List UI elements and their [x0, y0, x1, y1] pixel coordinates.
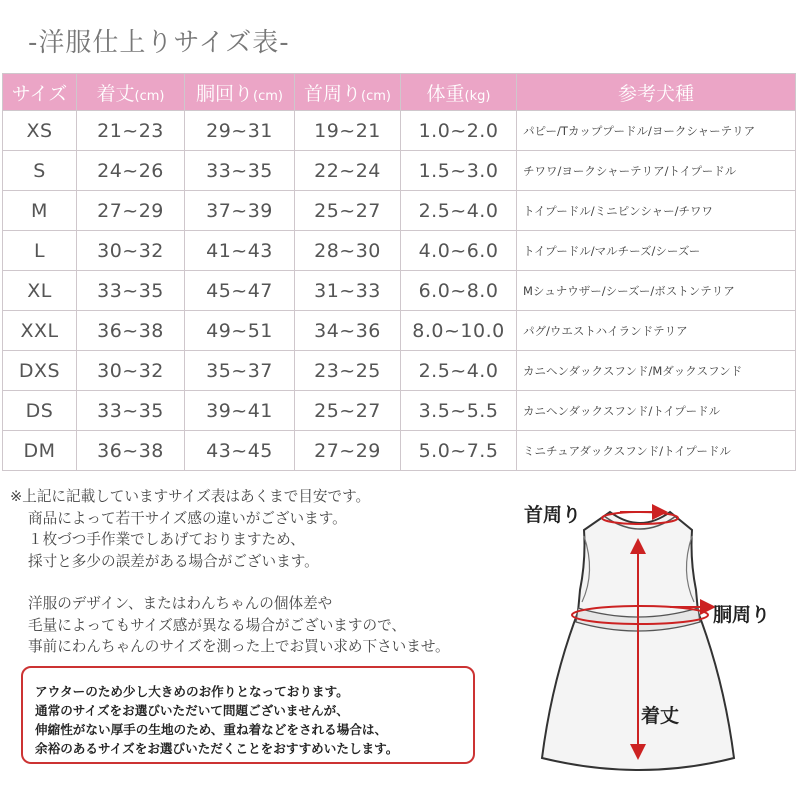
- cell-chest: 49~51: [185, 311, 295, 351]
- table-row: [3, 391, 796, 431]
- cell-breed: トイプードル/ミニピンシャー/チワワ: [517, 191, 796, 231]
- cell-breed: パグ/ウエストハイランドテリア: [517, 311, 796, 351]
- cell-neck: 28~30: [295, 231, 401, 271]
- cell-chest: 29~31: [185, 111, 295, 151]
- cell-size: M: [3, 191, 77, 231]
- cell-chest: 33~35: [185, 151, 295, 191]
- notice-line: 通常のサイズをお選びいただいて問題ございませんが、: [35, 703, 349, 718]
- cell-neck: 19~21: [295, 111, 401, 151]
- cell-weight: 1.0~2.0: [401, 111, 517, 151]
- cell-size: DM: [3, 431, 77, 471]
- cell-length: 33~35: [77, 391, 185, 431]
- note-line: １枚づつ手作業でしあげておりますため、: [28, 531, 305, 548]
- cell-weight: 8.0~10.0: [401, 311, 517, 351]
- cell-chest: 39~41: [185, 391, 295, 431]
- table-row: [3, 431, 796, 471]
- table-row: [3, 151, 796, 191]
- size-table: [2, 73, 796, 471]
- cell-size: S: [3, 151, 77, 191]
- header-chest: 胴回り(cm): [185, 74, 295, 111]
- table-row: [3, 271, 796, 311]
- cell-weight: 2.5~4.0: [401, 191, 517, 231]
- cell-length: 30~32: [77, 231, 185, 271]
- table-header-row: [3, 74, 796, 111]
- cell-neck: 31~33: [295, 271, 401, 311]
- header-neck: 首周り(cm): [295, 74, 401, 111]
- cell-breed: チワワ/ヨークシャーテリア/トイプードル: [517, 151, 796, 191]
- table-row: [3, 231, 796, 271]
- cell-breed: カニヘンダックスフンド/トイプードル: [517, 391, 796, 431]
- size-notes: [10, 486, 450, 658]
- cell-neck: 25~27: [295, 391, 401, 431]
- cell-size: L: [3, 231, 77, 271]
- outerwear-notice-box: [21, 666, 475, 764]
- cell-chest: 37~39: [185, 191, 295, 231]
- cell-chest: 41~43: [185, 231, 295, 271]
- garment-measurement-diagram: [520, 490, 790, 790]
- neck-label: 首周り: [524, 504, 582, 526]
- cell-neck: 25~27: [295, 191, 401, 231]
- note-line: ※上記に記載していますサイズ表はあくまで目安です。: [10, 488, 371, 505]
- header-weight: 体重(kg): [401, 74, 517, 111]
- cell-length: 33~35: [77, 271, 185, 311]
- notice-line: 余裕のあるサイズをお選びいただくことをおすすめいたします。: [35, 741, 399, 756]
- cell-weight: 4.0~6.0: [401, 231, 517, 271]
- cell-size: DS: [3, 391, 77, 431]
- table-row: [3, 311, 796, 351]
- chest-label: 胴周り: [713, 604, 771, 626]
- note-line: 事前にわんちゃんのサイズを測った上でお買い求め下さいませ。: [28, 638, 450, 655]
- cell-breed: トイプードル/マルチーズ/シーズー: [517, 231, 796, 271]
- cell-neck: 34~36: [295, 311, 401, 351]
- table-row: [3, 191, 796, 231]
- cell-chest: 45~47: [185, 271, 295, 311]
- note-line: 洋服のデザイン、またはわんちゃんの個体差や: [28, 595, 333, 612]
- cell-breed: パピー/Tカッププードル/ヨークシャーテリア: [517, 111, 796, 151]
- page-title: -洋服仕上りサイズ表-: [28, 28, 290, 58]
- cell-weight: 2.5~4.0: [401, 351, 517, 391]
- cell-size: XXL: [3, 311, 77, 351]
- cell-length: 36~38: [77, 431, 185, 471]
- cell-breed: カニヘンダックスフンド/Mダックスフンド: [517, 351, 796, 391]
- cell-chest: 35~37: [185, 351, 295, 391]
- note-line: 採寸と多少の誤差がある場合がございます。: [28, 552, 319, 570]
- cell-size: DXS: [3, 351, 77, 391]
- cell-breed: ミニチュアダックスフンド/トイプードル: [517, 431, 796, 471]
- note-line: 毛量によってもサイズ感が異なる場合がございますので、: [28, 616, 406, 634]
- cell-length: 36~38: [77, 311, 185, 351]
- header-length: 着丈(cm): [77, 74, 185, 111]
- header-size: サイズ: [3, 74, 77, 111]
- cell-weight: 5.0~7.5: [401, 431, 517, 471]
- length-label: 着丈: [641, 705, 680, 727]
- cell-neck: 23~25: [295, 351, 401, 391]
- cell-length: 30~32: [77, 351, 185, 391]
- cell-neck: 27~29: [295, 431, 401, 471]
- notice-line: アウターのため少し大きめのお作りとなっております。: [35, 684, 349, 699]
- cell-length: 24~26: [77, 151, 185, 191]
- cell-weight: 6.0~8.0: [401, 271, 517, 311]
- cell-breed: Mシュナウザー/シーズー/ボストンテリア: [517, 271, 796, 311]
- cell-length: 21~23: [77, 111, 185, 151]
- header-breed: 参考犬種: [517, 74, 796, 111]
- cell-weight: 1.5~3.0: [401, 151, 517, 191]
- note-line: 商品によって若干サイズ感の違いがございます。: [28, 509, 347, 527]
- table-row: [3, 111, 796, 151]
- cell-chest: 43~45: [185, 431, 295, 471]
- cell-size: XS: [3, 111, 77, 151]
- table-row: [3, 351, 796, 391]
- cell-length: 27~29: [77, 191, 185, 231]
- cell-weight: 3.5~5.5: [401, 391, 517, 431]
- notice-line: 伸縮性がない厚手の生地のため、重ね着などをされる場合は、: [35, 722, 388, 737]
- cell-neck: 22~24: [295, 151, 401, 191]
- cell-size: XL: [3, 271, 77, 311]
